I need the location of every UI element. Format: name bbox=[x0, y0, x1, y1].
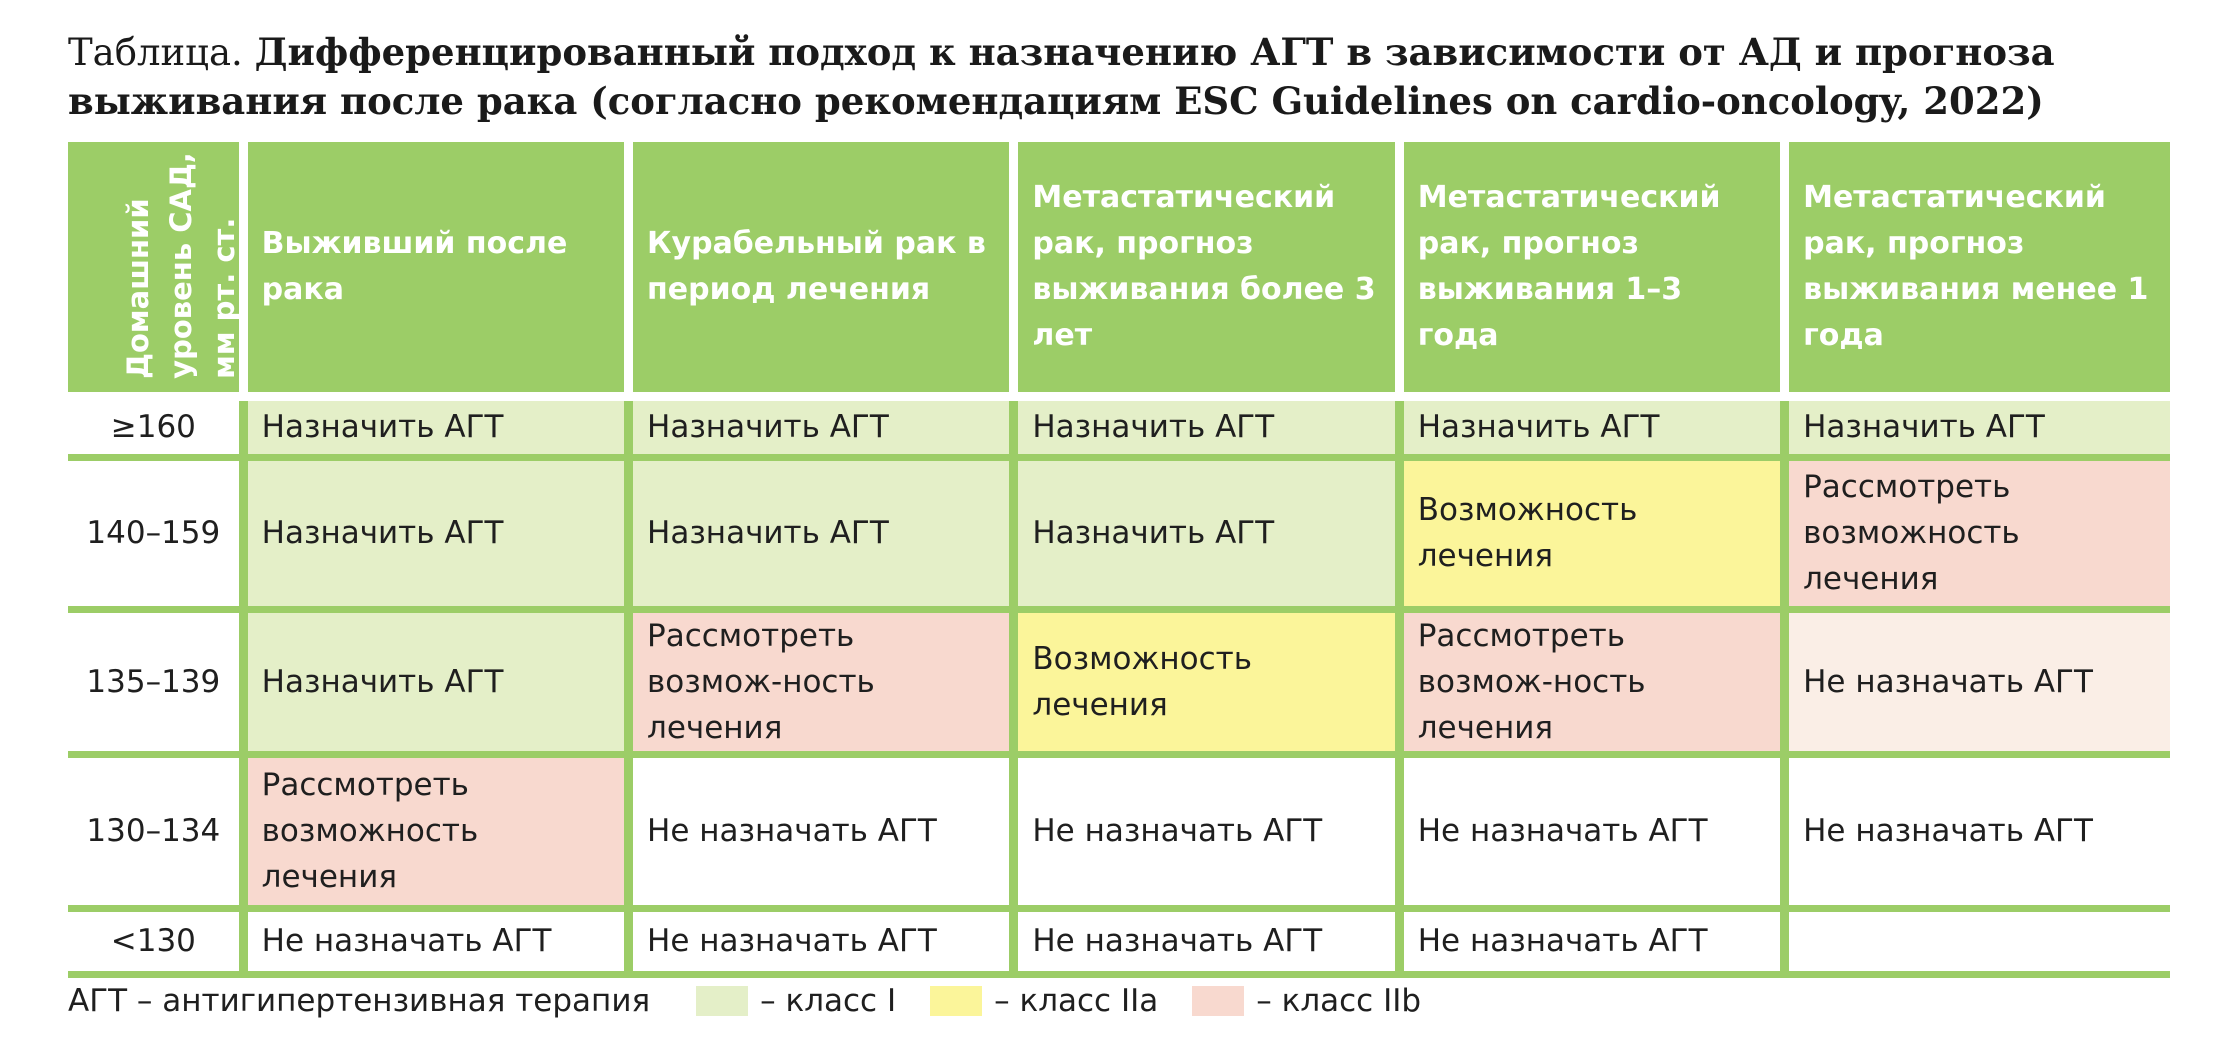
header-bp-line-3: мм рт. ст. bbox=[206, 217, 241, 380]
header-row bbox=[68, 142, 2170, 396]
header-metastatic-under-1y: Метастатический рак, прогноз выживания менее 1 года bbox=[1785, 142, 2170, 396]
table-row bbox=[68, 609, 2170, 754]
legend-label-class-iia: – класс IIa bbox=[994, 983, 1159, 1019]
header-bp-line-2: уровень САД, bbox=[163, 152, 198, 380]
recommendation-cell: Не назначать АГТ bbox=[1399, 754, 1784, 908]
recommendation-cell: Не назначать АГТ bbox=[1785, 609, 2170, 754]
table-row bbox=[68, 754, 2170, 908]
legend-label-class-iib: – класс IIb bbox=[1256, 983, 1422, 1019]
header-bp-level bbox=[68, 142, 243, 396]
recommendation-cell: Рассмотреть возмож-ность лечения bbox=[1399, 609, 1784, 754]
recommendation-cell: Не назначать АГТ bbox=[629, 754, 1014, 908]
recommendation-cell: Назначить АГТ bbox=[1785, 396, 2170, 457]
recommendation-cell: Не назначать АГТ bbox=[1399, 908, 1784, 974]
bp-level-cell: 140–159 bbox=[68, 457, 243, 609]
table-row bbox=[68, 457, 2170, 609]
recommendation-cell: Возможность лечения bbox=[1399, 457, 1784, 609]
recommendation-cell: Не назначать АГТ bbox=[243, 908, 628, 974]
legend-abbreviation: АГТ – антигипертензивная терапия bbox=[68, 983, 651, 1019]
legend-swatch-class-iia bbox=[930, 986, 982, 1016]
recommendation-cell: Не назначать АГТ bbox=[1014, 908, 1399, 974]
legend-label-class-i: – класс I bbox=[760, 983, 897, 1019]
recommendation-cell: Назначить АГТ bbox=[1014, 396, 1399, 457]
header-bp-line-1: Домашний bbox=[120, 198, 155, 380]
header-metastatic-1-3y: Метастатический рак, прогноз выживания 1–3 года bbox=[1399, 142, 1784, 396]
caption-title: Дифференцированный подход к назначению АГТ в зависимости от АД и прогноза выживания после рака (согласно рекомендациям ESC Guidelines on cardio-oncology, 2022) bbox=[68, 30, 2055, 123]
legend-swatch-class-iib bbox=[1192, 986, 1244, 1016]
recommendation-cell: Назначить АГТ bbox=[1399, 396, 1784, 457]
recommendation-cell: Возможность лечения bbox=[1014, 609, 1399, 754]
bp-level-cell: 130–134 bbox=[68, 754, 243, 908]
recommendation-cell: Назначить АГТ bbox=[1014, 457, 1399, 609]
recommendation-cell: Не назначать АГТ bbox=[1014, 754, 1399, 908]
recommendation-cell: Назначить АГТ bbox=[629, 457, 1014, 609]
legend-swatch-class-i bbox=[696, 986, 748, 1016]
header-survivor: Выживший после рака bbox=[243, 142, 628, 396]
recommendation-cell: Не назначать АГТ bbox=[629, 908, 1014, 974]
bp-level-cell: 135–139 bbox=[68, 609, 243, 754]
recommendation-cell bbox=[1785, 908, 2170, 974]
table-row bbox=[68, 396, 2170, 457]
recommendation-cell: Рассмотреть возмож-ность лечения bbox=[629, 609, 1014, 754]
recommendation-cell: Рассмотреть возможность лечения bbox=[1785, 457, 2170, 609]
legend-item-class-iib bbox=[1192, 983, 1421, 1019]
recommendation-cell: Назначить АГТ bbox=[629, 396, 1014, 457]
caption-prefix: Таблица. bbox=[68, 31, 243, 74]
recommendation-cell: Назначить АГТ bbox=[243, 609, 628, 754]
header-curable: Курабельный рак в период лечения bbox=[629, 142, 1014, 396]
recommendation-cell: Рассмотреть возможность лечения bbox=[243, 754, 628, 908]
recommendation-cell: Не назначать АГТ bbox=[1785, 754, 2170, 908]
table-caption bbox=[68, 28, 2148, 126]
bp-level-cell: ≥160 bbox=[68, 396, 243, 457]
header-metastatic-over-3y: Метастатический рак, прогноз выживания более 3 лет bbox=[1014, 142, 1399, 396]
recommendation-cell: Назначить АГТ bbox=[243, 396, 628, 457]
treatment-table bbox=[68, 142, 2170, 978]
legend-item-class-iia bbox=[930, 983, 1158, 1019]
legend-item-class-i bbox=[696, 983, 896, 1019]
recommendation-cell: Назначить АГТ bbox=[243, 457, 628, 609]
table-row bbox=[68, 908, 2170, 974]
legend bbox=[68, 978, 1455, 1024]
bp-level-cell: <130 bbox=[68, 908, 243, 974]
